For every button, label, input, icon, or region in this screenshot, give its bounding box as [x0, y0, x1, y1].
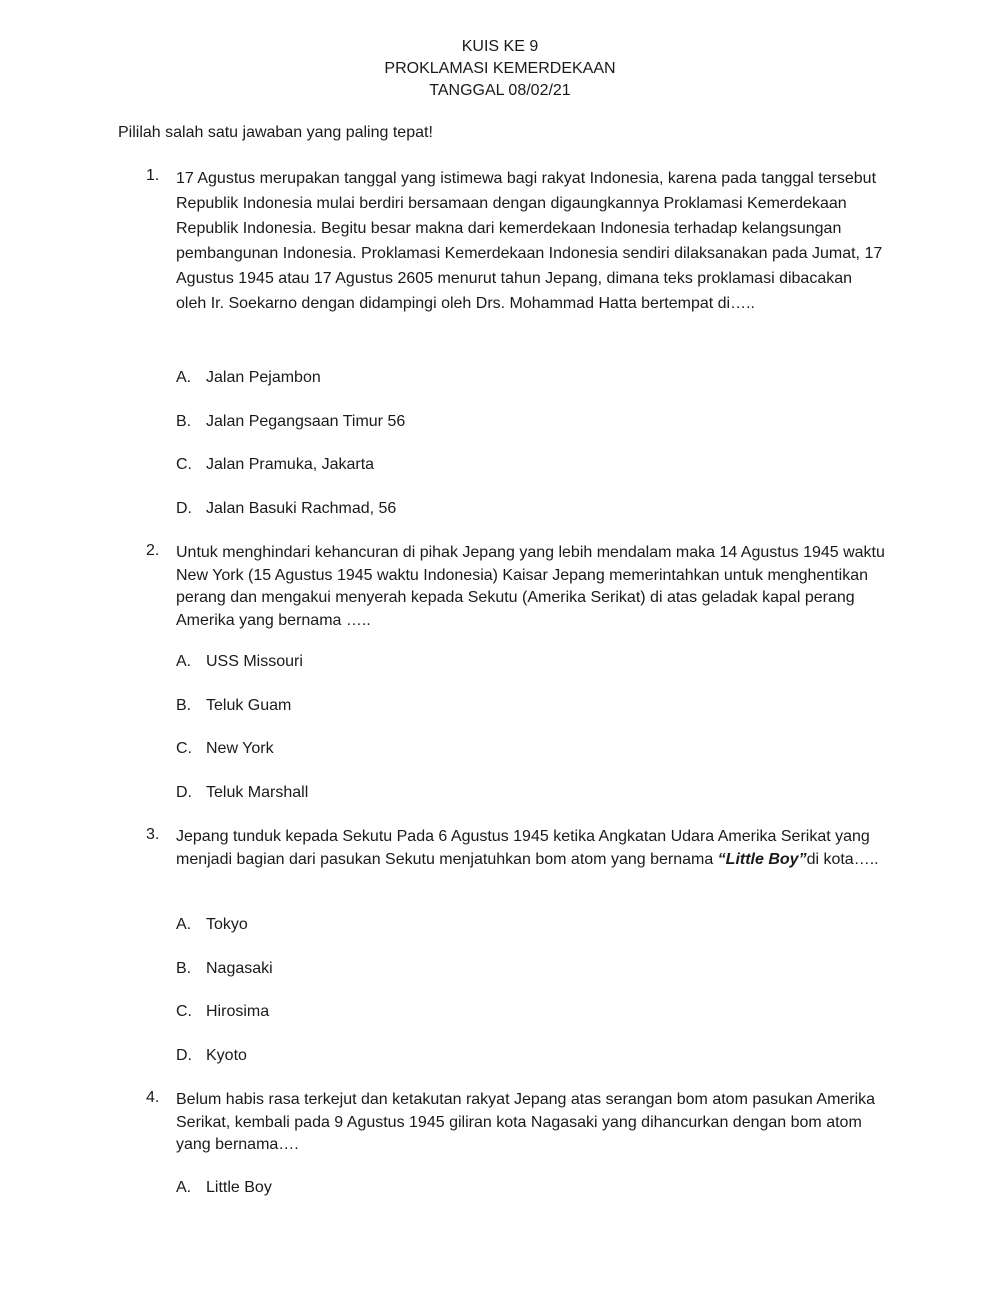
- option-text: New York: [206, 740, 274, 757]
- option-text: Nagasaki: [206, 960, 273, 977]
- question-2: [146, 542, 886, 632]
- option-3a[interactable]: [176, 914, 248, 936]
- option-text: Jalan Pramuka, Jakarta: [206, 456, 375, 473]
- option-letter: A.: [176, 916, 192, 933]
- option-text: Teluk Marshall: [206, 784, 309, 801]
- option-text: Jalan Basuki Rachmad, 56: [206, 500, 397, 517]
- option-1b[interactable]: [176, 411, 405, 433]
- question-number: 1.: [146, 167, 160, 184]
- quiz-title: KUIS KE 9: [461, 38, 539, 55]
- option-text: Little Boy: [206, 1179, 272, 1196]
- question-number: 4.: [146, 1089, 160, 1106]
- instruction-text: Pililah salah satu jawaban yang paling tepat!: [118, 124, 433, 141]
- option-letter: D.: [176, 500, 192, 517]
- option-letter: C.: [176, 456, 192, 473]
- option-text: Kyoto: [206, 1047, 247, 1064]
- question-3: [146, 826, 886, 871]
- option-text: Tokyo: [206, 916, 248, 933]
- option-2c[interactable]: [176, 738, 274, 760]
- option-3c[interactable]: [176, 1001, 269, 1023]
- question-text: [176, 826, 886, 871]
- option-letter: A.: [176, 653, 192, 670]
- option-letter: D.: [176, 784, 192, 801]
- option-letter: C.: [176, 740, 192, 757]
- option-letter: B.: [176, 960, 192, 977]
- option-2b[interactable]: [176, 695, 291, 717]
- option-4a[interactable]: [176, 1177, 272, 1199]
- question-1: [146, 166, 886, 316]
- option-text: Teluk Guam: [206, 697, 292, 714]
- option-2a[interactable]: [176, 651, 303, 673]
- quiz-topic: PROKLAMASI KEMERDEKAAN: [384, 60, 616, 77]
- question-4: [146, 1089, 886, 1157]
- option-1a[interactable]: [176, 367, 321, 389]
- question-text-part: di kota…..: [806, 850, 879, 868]
- option-text: USS Missouri: [206, 653, 303, 670]
- option-3b[interactable]: [176, 958, 273, 980]
- quiz-date: TANGGAL 08/02/21: [429, 82, 571, 99]
- option-text: Hirosima: [206, 1003, 270, 1020]
- question-number: 2.: [146, 542, 160, 559]
- option-1d[interactable]: [176, 498, 396, 520]
- option-letter: C.: [176, 1003, 192, 1020]
- option-letter: A.: [176, 369, 192, 386]
- option-1c[interactable]: [176, 454, 374, 476]
- option-2d[interactable]: [176, 782, 308, 804]
- worksheet-header: [0, 36, 1000, 102]
- option-3d[interactable]: [176, 1045, 247, 1067]
- question-text: 17 Agustus merupakan tanggal yang istimewa bagi rakyat Indonesia, karena pada tanggal tersebut Republik Indonesia mulai berdiri bersamaan dengan digaungkannya Proklamasi Kemerdekaan Republik Indonesia. Begitu besar makna dari kemerdekaan Indonesia terhadap kelangsungan pembangunan Indonesia. Proklamasi Kemerdekaan Indonesia sendiri dilaksanakan pada Jumat, 17 Agustus 1945 atau 17 Agustus 2605 menurut tahun Jepang, dimana teks proklamasi dibacakan oleh Ir. Soekarno dengan didampingi oleh Drs. Mohammad Hatta bertempat di…..: [176, 170, 883, 312]
- question-text: Untuk menghindari kehancuran di pihak Jepang yang lebih mendalam maka 14 Agustus 1945 waktu New York (15 Agustus 1945 waktu Indonesia) Kaisar Jepang memerintahkan untuk menghentikan perang dan mengakui menyerah kepada Sekutu (Amerika Serikat) di atas geladak kapal perang Amerika yang bernama …..: [176, 544, 885, 629]
- option-text: Jalan Pejambon: [206, 369, 321, 386]
- bomb-name-emphasis: “Little Boy”: [717, 850, 807, 868]
- question-number: 3.: [146, 826, 160, 843]
- question-text: Belum habis rasa terkejut dan ketakutan rakyat Jepang atas serangan bom atom pasukan Amerika Serikat, kembali pada 9 Agustus 1945 giliran kota Nagasaki yang dihancurkan dengan bom atom yang bernama….: [176, 1091, 876, 1153]
- option-letter: B.: [176, 413, 192, 430]
- question-text-part: Jepang tunduk kepada Sekutu Pada 6 Agustus 1945 ketika Angkatan Udara Amerika Serikat yang menjadi bagian dari pasukan Sekutu menjatuhkan bom atom yang bernama: [176, 828, 870, 868]
- option-letter: A.: [176, 1179, 192, 1196]
- option-letter: B.: [176, 697, 192, 714]
- option-letter: D.: [176, 1047, 192, 1064]
- option-text: Jalan Pegangsaan Timur 56: [206, 413, 406, 430]
